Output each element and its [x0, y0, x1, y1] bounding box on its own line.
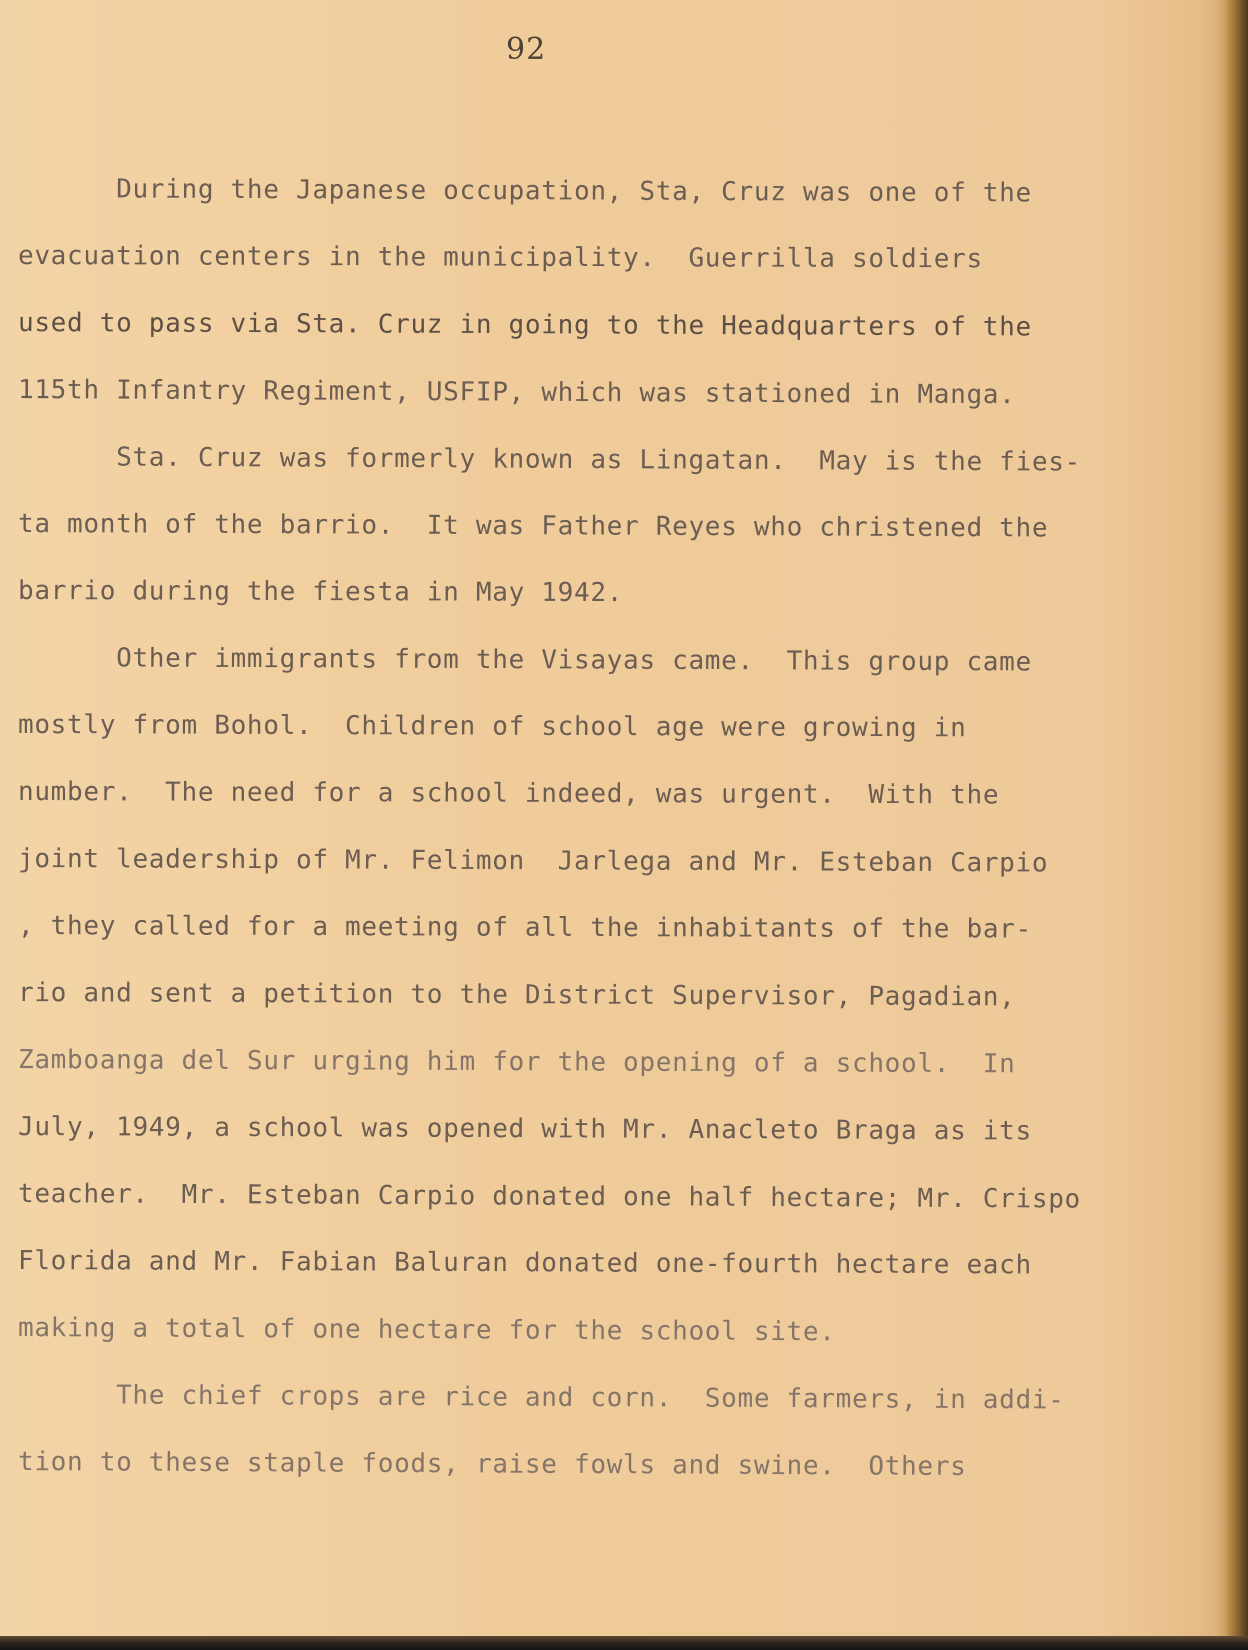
- text-line: During the Japanese occupation, Sta, Cruz was one of the: [17, 174, 1032, 209]
- text-line: Other immigrants from the Visayas came. This group came: [17, 643, 1032, 678]
- text-line: , they called for a meeting of all the inhabitants of the bar-: [17, 911, 1032, 945]
- text-line: making a total of one hectare for the school site.: [17, 1313, 836, 1348]
- text-line: used to pass via Sta. Cruz in going to the Headquarters of the: [17, 308, 1032, 343]
- text-line: ta month of the barrio. It was Father Reyes who christened the: [17, 509, 1049, 544]
- text-line: Zamboanga del Sur urging him for the opening of a school. In: [17, 1045, 1016, 1080]
- page-number: 92: [506, 32, 547, 67]
- book-binding-edge: [1226, 0, 1248, 1650]
- text-line: number. The need for a school indeed, was urgent. With the: [17, 777, 1000, 811]
- text-line: Sta. Cruz was formerly known as Lingatan. May is the fies-: [17, 442, 1082, 478]
- text-line: joint leadership of Mr. Felimon Jarlega and Mr. Esteban Carpio: [17, 844, 1049, 879]
- text-line: tion to these staple foods, raise fowls and swine. Others: [17, 1447, 967, 1482]
- text-line: teacher. Mr. Esteban Carpio donated one half hectare; Mr. Crispo: [17, 1179, 1082, 1215]
- text-line: mostly from Bohol. Children of school age were growing in: [17, 710, 967, 744]
- text-line: The chief crops are rice and corn. Some farmers, in addi-: [17, 1380, 1065, 1416]
- text-line: barrio during the fiesta in May 1942.: [17, 576, 624, 609]
- text-line: Florida and Mr. Fabian Baluran donated one-fourth hectare each: [17, 1246, 1032, 1281]
- text-line: evacuation centers in the municipality. Guerrilla soldiers: [17, 241, 983, 275]
- page-bottom-edge: [0, 1636, 1248, 1650]
- text-line: 115th Infantry Regiment, USFIP, which was stationed in Manga.: [17, 375, 1016, 411]
- body-text: [18, 156, 1188, 1496]
- text-line: July, 1949, a school was opened with Mr. Anacleto Braga as its: [17, 1112, 1032, 1147]
- text-line: rio and sent a petition to the District Supervisor, Pagadian,: [17, 978, 1016, 1013]
